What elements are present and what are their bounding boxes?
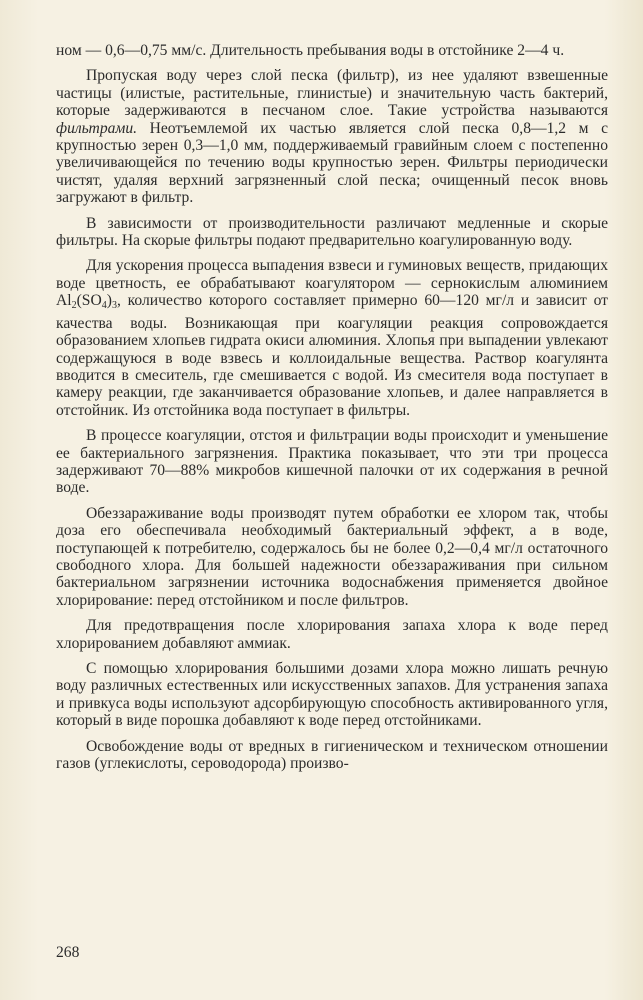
paragraph-coagulation [56, 257, 608, 419]
page-number: 268 [56, 944, 80, 961]
paragraph-text: Для ускорения процесса выпадения взвеси и гуминовых веществ, придающих воде цветность, ее обрабатывают коагулятором — сернокислым алюминием Al [56, 257, 608, 310]
paragraph-text: Пропуская воду через слой песка (фильтр), из нее удаляют взвешенные частицы (илистые, растительные, глинистые) и значительную часть бактерий, которые задерживаются в песчаном слое. Такие устройства называются [56, 67, 608, 120]
formula-text: ) [106, 292, 112, 310]
paragraph-filter-types: В зависимости от производительности различают медленные и скорые фильтры. На скорые фильтры подают предварительно коагулированную воду. [56, 214, 608, 250]
paragraph-odor-removal: С помощью хлорирования большими дозами хлора можно лишать речную воду различных естественных или искусственных запахов. Для устранения запаха и привкуса воды используют адсорбирующую способность активированного угля, который в виде порошка добавляют к воде перед отстойниками. [56, 660, 608, 730]
formula-subscript: 2 [71, 300, 77, 312]
paragraph-text: , количество которого составляет примерно 60—120 мг/л и зависит от качества воды. Возникающая при коагуляции реакция сопровождается образованием хлопьев гидрата окиси алюминия. Хлопья при выпадении увлекают содержащуюся в воде взвесь и коллоидальные вещества. Раствор коагулянта вводится в смеситель, где смешивается с водой. Из смесителя вода поступает в камеру реакции, где заканчивается образование хлопьев, и далее направляется в отстойник. Из отстойника вода поступает в фильтры. [56, 292, 608, 419]
paragraph-text: Неотъемлемой их частью является слой песка 0,8—1,2 м с крупностью зерен 0,3—1,0 мм, поддерживаемый гравийным слоем с постепенно увеличивающейся по течению воды крупностью зерен. Фильтры периодически чистят, удаляя верхний загрязненный слой песка; очищенный песок вновь загружают в фильтр. [56, 119, 608, 207]
formula-subscript: 4 [101, 300, 107, 312]
paragraph-filters [56, 67, 608, 206]
paragraph-disinfection: Обеззараживание воды производят путем обработки ее хлором так, чтобы доза его обеспечивала необходимый бактериальный эффект, а в воде, поступающей к потребителю, содержалось бы не более 0,2—0,4 мг/л остаточного свободного хлора. Для большей надежности обеззараживания при сильном бактериальном загрязнении источника водоснабжения применяется двойное хлорирование: перед отстойником и после фильтров. [56, 504, 608, 609]
paragraph-ammonia: Для предотвращения после хлорирования запаха хлора к воде перед хлорированием добавляют аммиак. [56, 617, 608, 652]
paragraph-gas-removal: Освобождение воды от вредных в гигиеническом и техническом отношении газов (углекислоты, сероводорода) произво- [56, 737, 608, 773]
paragraph-continuation: ном — 0,6—0,75 мм/с. Длительность пребывания воды в отстойнике 2—4 ч. [56, 42, 565, 59]
formula-text: (SO [76, 292, 102, 310]
body-text [56, 42, 608, 780]
emphasized-term: фильтрами. [56, 119, 138, 137]
formula-subscript: 3 [111, 300, 117, 312]
paragraph-bacterial-reduction: В процессе коагуляции, отстоя и фильтрации воды происходит и уменьшение ее бактериального загрязнения. Практика показывает, что эти три процесса задерживают 70—88% микробов кишечной палочки от их содержания в речной воде. [56, 427, 608, 497]
